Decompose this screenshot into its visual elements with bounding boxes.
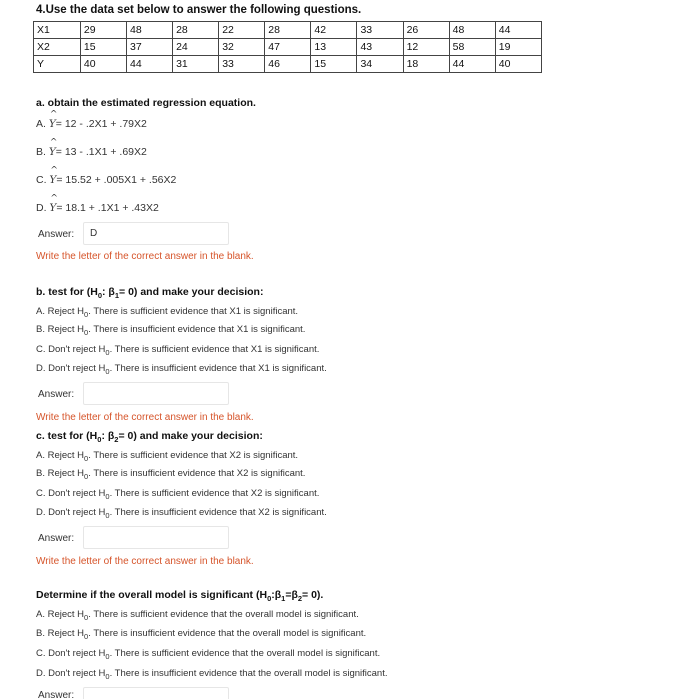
table-cell: 43 xyxy=(357,39,403,56)
table-cell: 48 xyxy=(449,22,495,39)
part-c-heading: c. test for ($H_0$: $\beta_2= 0$) and make your decision: xyxy=(36,430,263,444)
table-cell: 46 xyxy=(265,56,311,73)
part-c-option: C. Don't reject $H_0$. There is sufficient evidence that X2 is significant. xyxy=(36,488,320,501)
table-cell: 24 xyxy=(173,39,219,56)
part-d-option: B. Reject $H_0$. There is insufficient evidence that the overall model is significant. xyxy=(36,628,367,641)
part-b-option: D. Don't reject $H_0$. There is insufficient evidence that X1 is significant. xyxy=(36,363,327,376)
row-label: X2 xyxy=(34,39,81,56)
part-b-option: C. Don't reject $H_0$. There is sufficient evidence that X1 is significant. xyxy=(36,344,320,357)
table-cell: 32 xyxy=(219,39,265,56)
table-cell: 42 xyxy=(311,22,357,39)
part-a-heading: a. obtain the estimated regression equation. xyxy=(36,97,256,109)
part-b-option: B. Reject $H_0$. There is insufficient evidence that X1 is significant. xyxy=(36,324,306,337)
table-cell: 29 xyxy=(80,22,126,39)
table-cell: 48 xyxy=(127,22,173,39)
table-cell: 58 xyxy=(449,39,495,56)
table-cell: 13 xyxy=(311,39,357,56)
part-a-option: A. ^ Y= 12 - .2X1 + .79X2 xyxy=(36,118,147,130)
data-table xyxy=(33,21,542,73)
part-b-hint: Write the letter of the correct answer in the blank. xyxy=(36,412,254,423)
table-row xyxy=(34,56,542,73)
table-cell: 15 xyxy=(80,39,126,56)
table-row xyxy=(34,22,542,39)
part-c-answer-input[interactable] xyxy=(83,526,229,549)
part-a-answer-input[interactable]: D xyxy=(83,222,229,245)
table-cell: 33 xyxy=(357,22,403,39)
question-title: 4.Use the data set below to answer the following questions. xyxy=(36,4,362,16)
part-d-heading: Determine if the overall model is significant $(H_0:\beta_1=\beta_2= 0)$. xyxy=(36,589,324,603)
part-b-answer-label: Answer: xyxy=(38,389,75,400)
table-cell: 40 xyxy=(495,56,541,73)
part-d-answer-label: Answer: xyxy=(38,690,75,699)
table-cell: 44 xyxy=(495,22,541,39)
part-c-answer-label: Answer: xyxy=(38,533,75,544)
y-hat-symbol: ^ Y xyxy=(49,202,56,214)
table-cell: 40 xyxy=(80,56,126,73)
part-b-option: A. Reject $H_0$. There is sufficient evidence that X1 is significant. xyxy=(36,306,299,319)
table-cell: 31 xyxy=(173,56,219,73)
row-label: Y xyxy=(34,56,81,73)
table-cell: 47 xyxy=(265,39,311,56)
part-c-option: D. Don't reject $H_0$. There is insufficient evidence that X2 is significant. xyxy=(36,507,327,520)
table-cell: 34 xyxy=(357,56,403,73)
part-c-option: B. Reject $H_0$. There is insufficient evidence that X2 is significant. xyxy=(36,468,306,481)
table-cell: 33 xyxy=(219,56,265,73)
part-d-option: D. Don't reject $H_0$. There is insufficient evidence that the overall model is significant. xyxy=(36,668,388,681)
part-a-option: B. ^ Y= 13 - .1X1 + .69X2 xyxy=(36,146,147,158)
table-cell: 15 xyxy=(311,56,357,73)
part-b-heading: b. test for ($H_0$: $\beta_1= 0$) and make your decision: xyxy=(36,286,264,300)
table-row xyxy=(34,39,542,56)
table-cell: 19 xyxy=(495,39,541,56)
table-cell: 22 xyxy=(219,22,265,39)
part-a-option: C. ^ Y= 15.52 + .005X1 + .56X2 xyxy=(36,174,176,186)
table-cell: 26 xyxy=(403,22,449,39)
table-cell: 12 xyxy=(403,39,449,56)
table-cell: 28 xyxy=(173,22,219,39)
table-cell: 37 xyxy=(127,39,173,56)
y-hat-symbol: ^ Y xyxy=(49,174,56,186)
part-a-hint: Write the letter of the correct answer in the blank. xyxy=(36,251,254,262)
y-hat-symbol: ^ Y xyxy=(49,146,56,158)
part-b-answer-input[interactable] xyxy=(83,382,229,405)
row-label: X1 xyxy=(34,22,81,39)
table-cell: 44 xyxy=(127,56,173,73)
table-cell: 28 xyxy=(265,22,311,39)
y-hat-symbol: ^ Y xyxy=(49,118,56,130)
part-d-answer-input[interactable] xyxy=(83,687,229,699)
part-a-answer-label: Answer: xyxy=(38,229,75,240)
part-a-option: D. ^ Y= 18.1 + .1X1 + .43X2 xyxy=(36,202,159,214)
part-d-option: A. Reject $H_0$. There is sufficient evidence that the overall model is significant. xyxy=(36,609,359,622)
part-c-option: A. Reject $H_0$. There is sufficient evidence that X2 is significant. xyxy=(36,450,299,463)
table-cell: 44 xyxy=(449,56,495,73)
table-cell: 18 xyxy=(403,56,449,73)
part-c-hint: Write the letter of the correct answer in the blank. xyxy=(36,556,254,567)
part-d-option: C. Don't reject $H_0$. There is sufficient evidence that the overall model is significant. xyxy=(36,648,381,661)
